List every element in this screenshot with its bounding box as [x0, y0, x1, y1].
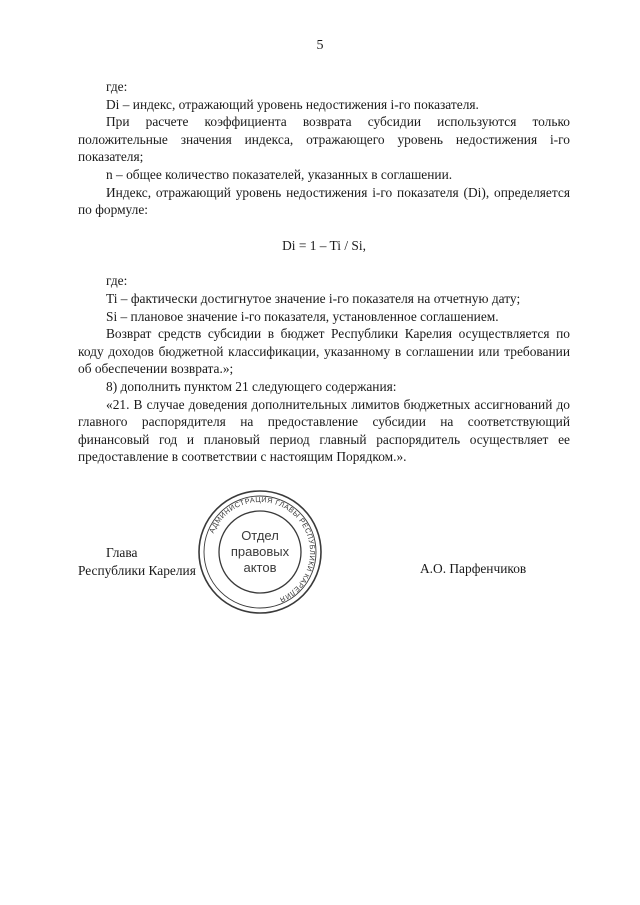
- paragraph: где:: [106, 79, 128, 94]
- stamp-line2: правовых: [230, 544, 290, 559]
- stamp-seal: [196, 488, 324, 616]
- stamp-line1: Отдел: [241, 528, 279, 543]
- signatory-title-line1: Глава: [106, 545, 138, 560]
- stamp-line3: актов: [243, 560, 277, 575]
- paragraph: Индекс, отражающий уровень недостижения i-го показателя (Di), определяется по формуле:: [78, 184, 570, 218]
- formula: Di = 1 – Ti / Si,: [282, 237, 366, 253]
- signatory-name: А.О. Парфенчиков: [420, 561, 527, 576]
- paragraph: Si – плановое значение i-го показателя, установленное соглашением.: [106, 308, 499, 324]
- paragraph: Di – индекс, отражающий уровень недостижения i-го показателя.: [106, 96, 479, 112]
- stamp-ring-text: АДМИНИСТРАЦИЯ ГЛАВЫ РЕСПУБЛИКИ КАРЕЛИЯ: [207, 494, 318, 605]
- paragraph: «21. В случае доведения дополнительных лимитов бюджетных ассигнований до главного распорядителя на предоставление субсидии на соответствующий финансовый год и плановый период главный распорядитель осуществляет ее предоставление в соответствии с настоящим Порядком.».: [78, 396, 570, 465]
- paragraph: Ti – фактически достигнутое значение i-го показателя на отчетную дату;: [106, 290, 521, 306]
- body-text: [78, 78, 570, 466]
- paragraph: где:: [106, 273, 128, 289]
- page-number: 5: [316, 38, 324, 53]
- paragraph: При расчете коэффициента возврата субсидии используются только положительные значения индекса, отражающего уровень недостижения i-го показателя;: [78, 114, 570, 165]
- signatory-title: [78, 544, 196, 579]
- paragraph: 8) дополнить пунктом 21 следующего содержания:: [106, 378, 397, 394]
- paragraph: n – общее количество показателей, указанных в соглашении.: [106, 166, 453, 182]
- paragraph: Возврат средств субсидии в бюджет Республики Карелия осуществляется по коду доходов бюджетной классификации, указанному в соглашении или требовании об обеспечении возврата.»;: [78, 326, 570, 377]
- signatory-title-line2: Республики Карелия: [78, 562, 196, 578]
